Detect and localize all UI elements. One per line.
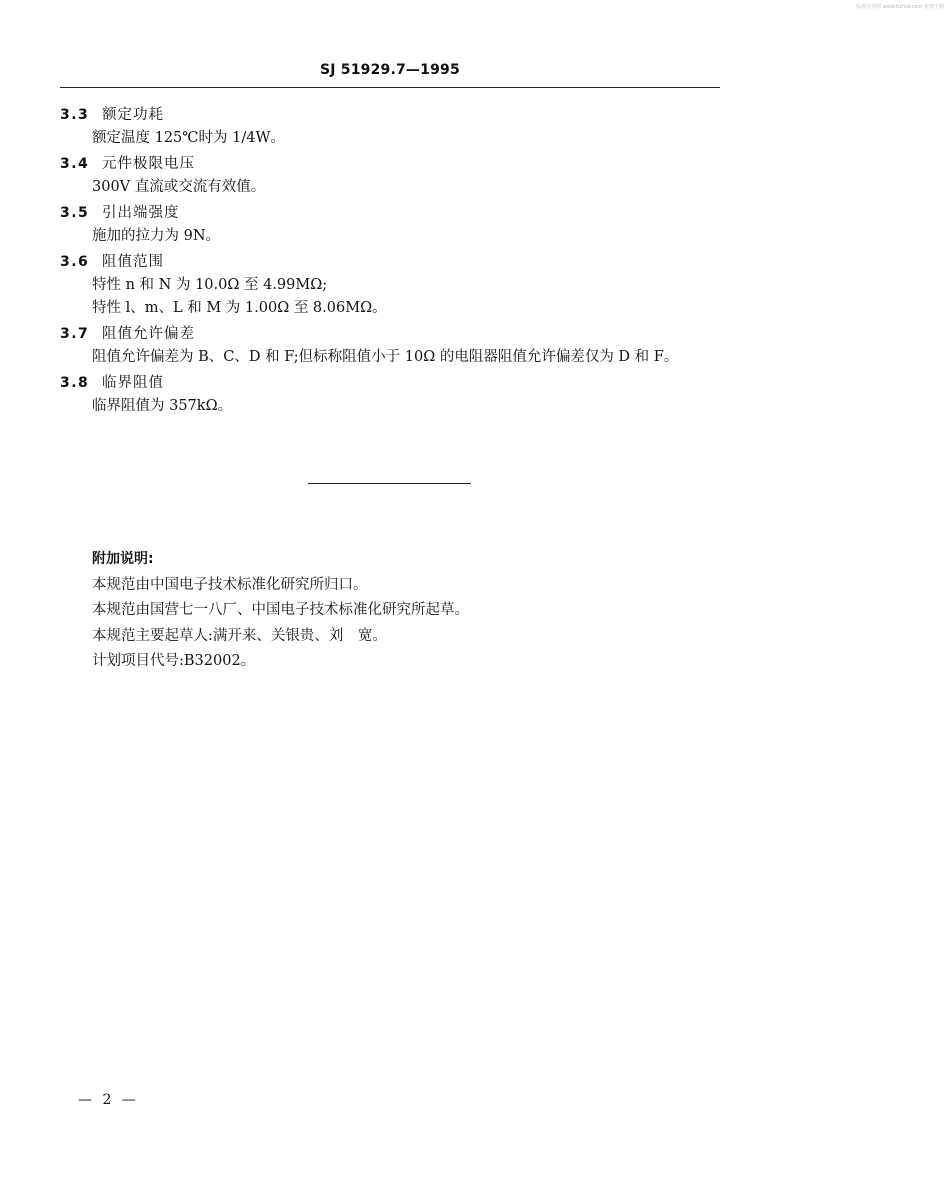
clause-text: 特性 l、m、L 和 M 为 1.00Ω 至 8.06MΩ。 <box>92 300 387 316</box>
clause-number: 3.3 <box>60 107 90 123</box>
clause-title: 阻值允许偏差 <box>102 326 195 342</box>
additional-note-line: 本规范主要起草人:满开来、关银贵、刘 宽。 <box>92 627 387 644</box>
clause-text: 阻值允许偏差为 B、C、D 和 F;但标称阻值小于 10Ω 的电阻器阻值允许偏差仅为 D 和 F。 <box>92 349 679 365</box>
clause-text: 临界阻值为 357kΩ。 <box>92 398 233 414</box>
clause-title: 阻值范围 <box>102 254 164 270</box>
clause-3-5 <box>0 202 950 248</box>
additional-note-line: 本规范由中国电子技术标准化研究所归口。 <box>92 576 368 593</box>
clause-text: 额定温度 125℃时为 1/4W。 <box>92 130 285 146</box>
additional-note-line: 本规范由国营七一八厂、中国电子技术标准化研究所起草。 <box>92 602 469 618</box>
clause-3-4 <box>0 153 950 199</box>
clause-number: 3.6 <box>60 254 90 270</box>
clause-text: 施加的拉力为 9N。 <box>92 228 221 244</box>
additional-notes <box>92 547 469 675</box>
clause-text: 特性 n 和 N 为 10.0Ω 至 4.99MΩ; <box>92 277 328 293</box>
clause-title: 额定功耗 <box>102 107 164 123</box>
clause-title: 临界阻值 <box>102 375 164 391</box>
end-of-text-rule <box>308 483 471 484</box>
header-divider <box>60 87 720 88</box>
page-number: — 2 — <box>78 1092 139 1108</box>
clause-number: 3.8 <box>60 375 90 391</box>
clause-number: 3.4 <box>60 156 90 172</box>
watermark-text: 标准分享网 www.bzfxw.com 免费下载 <box>856 4 944 10</box>
clause-title: 元件极限电压 <box>102 156 195 172</box>
clause-3-3 <box>0 104 950 150</box>
clause-text: 300V 直流或交流有效值。 <box>92 179 266 195</box>
additional-note-line: 计划项目代号:B32002。 <box>92 653 256 669</box>
standard-code-header: SJ 51929.7—1995 <box>320 62 460 78</box>
clause-title: 引出端强度 <box>102 205 180 221</box>
clause-number: 3.7 <box>60 326 90 342</box>
clause-3-8 <box>0 372 950 418</box>
additional-notes-title: 附加说明: <box>92 551 154 567</box>
clause-number: 3.5 <box>60 205 90 221</box>
clause-list <box>0 104 950 421</box>
clause-3-6 <box>0 251 950 320</box>
clause-3-7 <box>0 323 950 369</box>
